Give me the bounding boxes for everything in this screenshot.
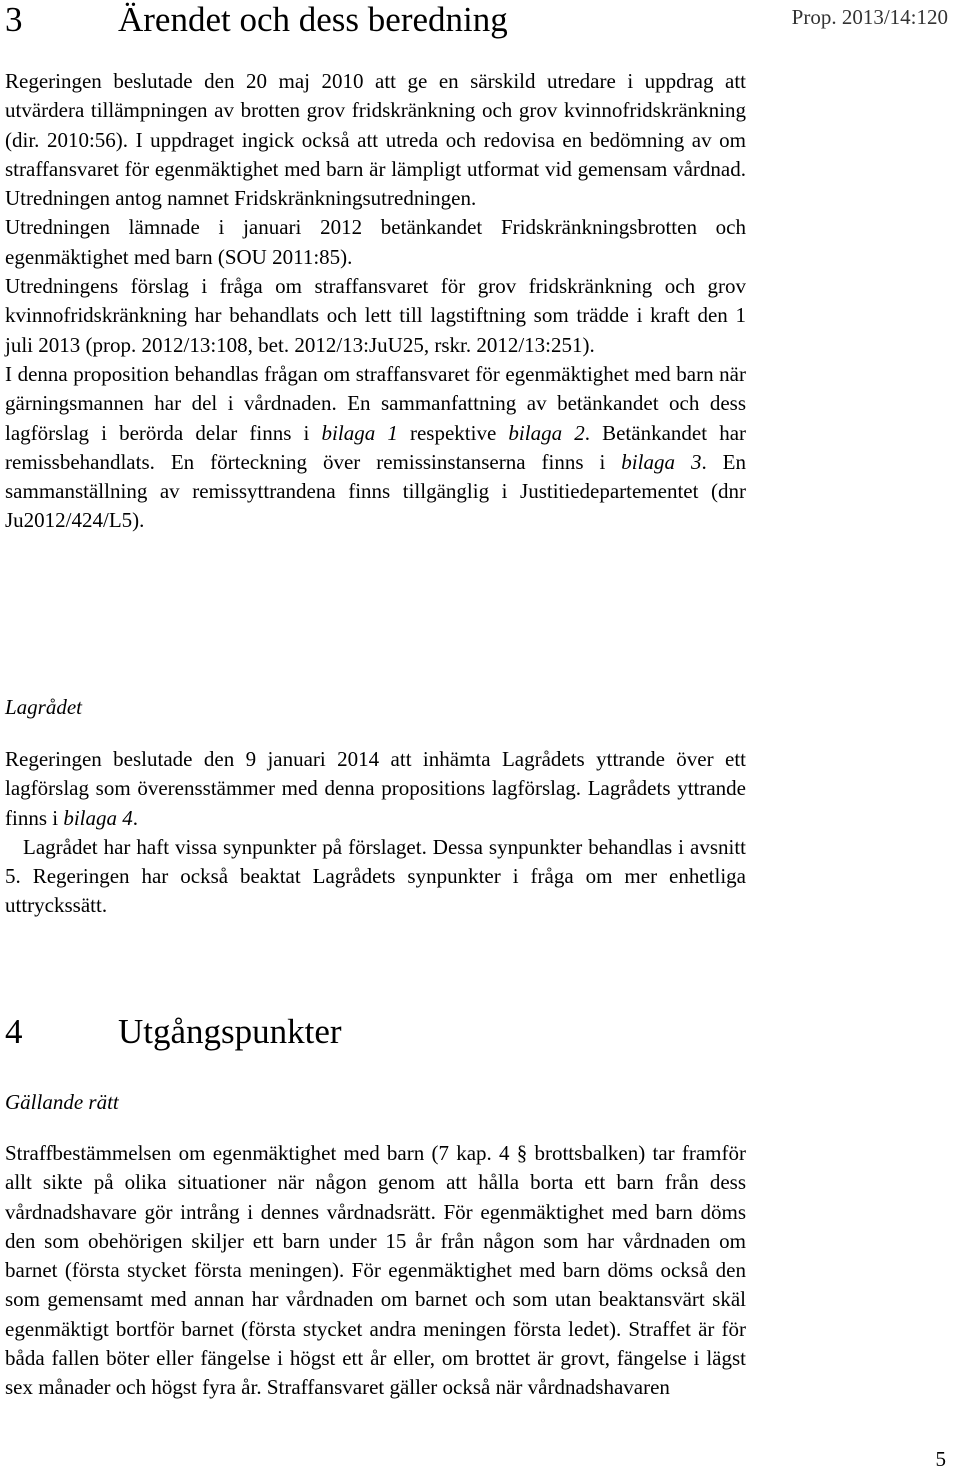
lagradet-heading: Lagrådet xyxy=(5,695,83,719)
section-4-heading xyxy=(5,1012,342,1052)
text-run: . En sammanställning av remissyttrandena finns tillgänglig i Justitiedepartementet (dnr Ju2012/424/L5). xyxy=(5,449,747,533)
proposition-reference: Prop. 2013/14:120 xyxy=(791,5,948,29)
paragraph: Utredningens förslag i fråga om straffansvaret för grov fridskränkning och grov kvinnofridskränkning har behandlats och lett till lagstiftning som trädde i kraft den 1 juli 2013 (prop. 2012/13:108, bet. 2012/13:JuU25, rskr. 2012/13:251). xyxy=(5,274,746,357)
paragraph: Straffbestämmelsen om egenmäktighet med barn (7 kap. 4 § brottsbalken) tar framför allt sikte på olika situationer när någon genom att hålla borta ett barn från dess vårdnadshavare gör intrång i dennes vårdnadsrätt. För egenmäktighet med barn döms den som obehörigen skiljer ett barn under 15 år från någon som har vårdnaden om barnet (första stycket första meningen). För egenmäktighet med barn döms också den som gemensamt med annan har vårdnaden om barnet och som utan beaktansvärt skäl egenmäktigt bortför barnet (första stycket andra meningen första ledet). Straffet är för båda fallen böter eller fängelse i högst ett år eller, om brottet är grovt, fängelse i lägst sex månader och högst fyra år. Straffansvaret gäller också när vårdnadshavaren xyxy=(5,1141,746,1400)
paragraph: Lagrådet har haft vissa synpunkter på förslaget. Dessa synpunkter behandlas i avsnitt 5. Regeringen har också beaktat Lagrådets synpunkter i fråga om mer enhetliga uttryckssätt. xyxy=(5,834,746,918)
appendix-reference: bilaga 4 xyxy=(63,805,133,830)
section-3-title: Ärendet och dess beredning xyxy=(118,0,508,39)
paragraph: Regeringen beslutade den 20 maj 2010 att ge en särskild utredare i uppdrag att utvärdera tillämpningen av brotten grov fridskränkning och grov kvinnofridskränkning (dir. 2010:56). I uppdraget ingick också att utreda och redovisa en bedömning av om straffansvaret för egenmäktighet med barn är lämpligt utformat vid gemensam vårdnad. Utredningen antog namnet Fridskränkningsutredningen. xyxy=(5,69,746,211)
paragraph xyxy=(5,360,746,536)
section-3-number: 3 xyxy=(5,0,23,39)
appendix-reference: bilaga 2 xyxy=(508,420,585,445)
page-number: 5 xyxy=(935,1447,946,1471)
section-3-body xyxy=(5,67,746,536)
section-4-title: Utgångspunkter xyxy=(118,1012,342,1051)
section-3-heading xyxy=(5,0,508,40)
text-run: respektive xyxy=(397,420,509,445)
text-run: Regeringen beslutade den 9 januari 2014 att inhämta Lagrådets yttrande över ett lagförslag som överensstämmer med denna propositions lagförslag. Lagrådets yttrande finns i xyxy=(5,747,746,830)
text-run: . Betänkandet har remissbehandlats. En förteckning över remissinstanserna finns i xyxy=(5,420,747,474)
gallande-ratt-heading: Gällande rätt xyxy=(5,1090,119,1114)
appendix-reference: bilaga 1 xyxy=(321,420,398,445)
section-4-number: 4 xyxy=(5,1012,23,1051)
appendix-reference: bilaga 3 xyxy=(621,449,702,474)
section-4-body xyxy=(5,1139,746,1403)
paragraph: Utredningen lämnade i januari 2012 betänkandet Fridskränkningsbrotten och egenmäktighet med barn (SOU 2011:85). xyxy=(5,215,746,269)
text-run: . xyxy=(132,805,139,830)
text-run: I denna proposition behandlas frågan om straffansvaret för egenmäktighet med barn när gärningsmannen har del i vårdnaden. En sammanfattning av betänkandet och dess lagförslag i berörda delar finns i xyxy=(5,361,746,445)
lagradet-body xyxy=(5,745,746,921)
paragraph xyxy=(5,745,746,833)
